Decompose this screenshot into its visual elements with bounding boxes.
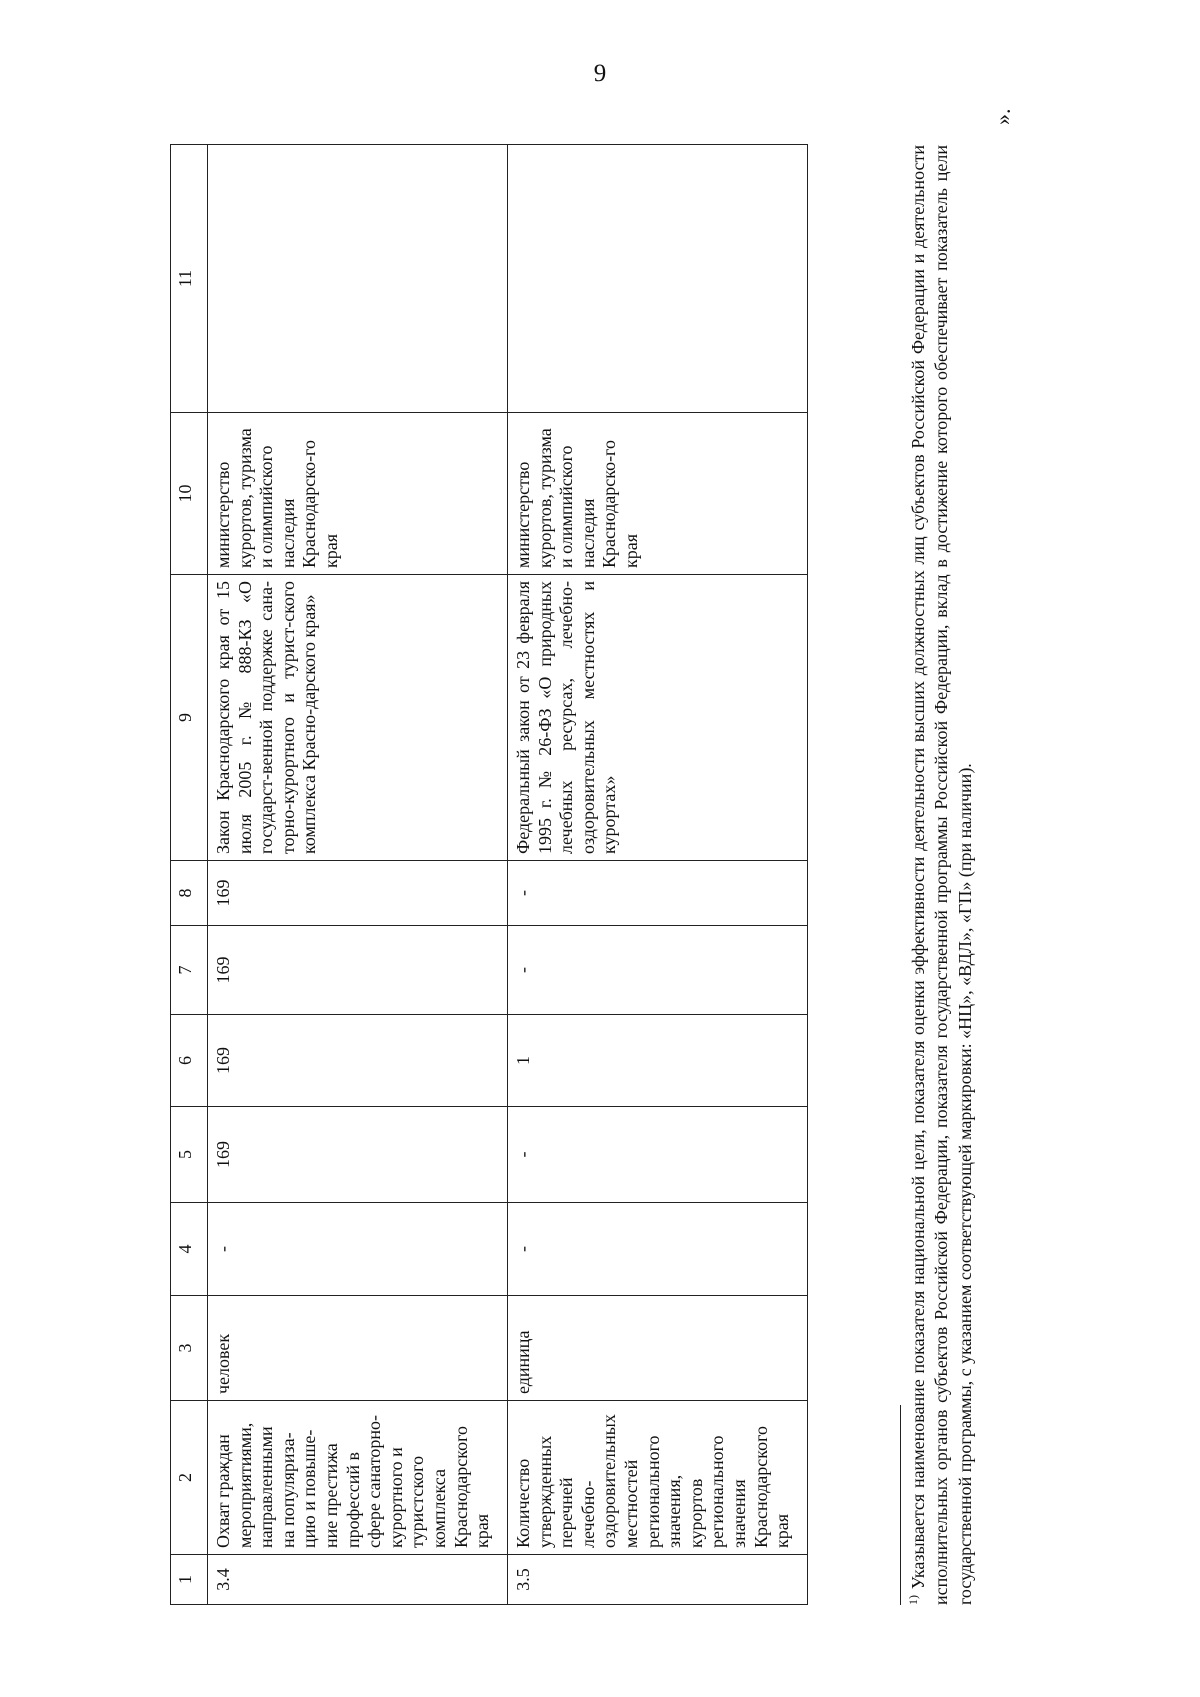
legal-basis-cell: Закон Краснодарского края от 15 июля 2005 г. № 888-КЗ «О государст-венной поддержке сана-торно-курортного и турист-ского комплекса Красно-дарского края» <box>208 575 508 861</box>
footnote-marker: 1) <box>906 1595 920 1605</box>
header-cell: 6 <box>171 1015 208 1107</box>
indicator-name: Количество утвержденных перечней лечебно-оздоровительных местностей регионального значения, курортов регионального значения Краснодарского края <box>508 1401 808 1555</box>
footnote-separator <box>900 1405 901 1605</box>
header-cell: 9 <box>171 575 208 861</box>
header-row <box>171 145 208 1605</box>
unit-cell: человек <box>208 1296 508 1401</box>
closing-quote: ». <box>990 108 1015 125</box>
header-cell: 10 <box>171 413 208 575</box>
header-cell: 8 <box>171 861 208 926</box>
value-cell: 169 <box>208 1015 508 1107</box>
empty-cell <box>508 145 808 413</box>
value-cell: - <box>508 926 808 1015</box>
value-cell: 169 <box>208 926 508 1015</box>
header-cell: 4 <box>171 1203 208 1296</box>
page-number: 9 <box>593 60 607 87</box>
table-row <box>208 145 508 1605</box>
value-cell: 169 <box>208 861 508 926</box>
value-cell: 1 <box>508 1015 808 1107</box>
header-cell: 11 <box>171 145 208 413</box>
header-cell: 3 <box>171 1296 208 1401</box>
value-cell: - <box>508 1203 808 1296</box>
footnote <box>906 145 977 1605</box>
table-row <box>508 145 808 1605</box>
indicator-name: Охват граждан мероприятиями, направленными на популяриза-цию и повыше-ние престижа профессий в сфере санаторно-курортного и туристского комплекса Краснодарского края <box>208 1401 508 1555</box>
header-cell: 2 <box>171 1401 208 1555</box>
footnote-text: Указывается наименование показателя национальной цели, показателя оценки эффективности деятельности высших должностных лиц субъектов Российской Федерации и деятельности исполнительных органов субъектов Российской Федерации, показателя государственной программы Российской Федерации, вклад в достижение которого обеспечивает показатель цели государственной программы, с указанием соответствующей маркировки: «НЦ», «ВДЛ», «ГП» (при наличии). <box>908 144 975 1605</box>
row-number: 3.5 <box>508 1555 808 1605</box>
empty-cell <box>208 145 508 413</box>
value-cell: 169 <box>208 1107 508 1203</box>
legal-basis-cell: Федеральный закон от 23 февраля 1995 г. № 26-ФЗ «О природных лечебных ресурсах, лечебно-оздоровительных местностях и курортах» <box>508 575 808 861</box>
responsible-cell: министерство курортов, туризма и олимпийского наследия Краснодарско-го края <box>508 413 808 575</box>
responsible-cell: министерство курортов, туризма и олимпийского наследия Краснодарско-го края <box>208 413 508 575</box>
header-cell: 5 <box>171 1107 208 1203</box>
rotated-content <box>170 108 1030 1605</box>
header-cell: 7 <box>171 926 208 1015</box>
value-cell: - <box>508 1107 808 1203</box>
indicators-table <box>170 144 808 1605</box>
unit-cell: единица <box>508 1296 808 1401</box>
value-cell: - <box>508 861 808 926</box>
value-cell: - <box>208 1203 508 1296</box>
header-cell: 1 <box>171 1555 208 1605</box>
row-number: 3.4 <box>208 1555 508 1605</box>
